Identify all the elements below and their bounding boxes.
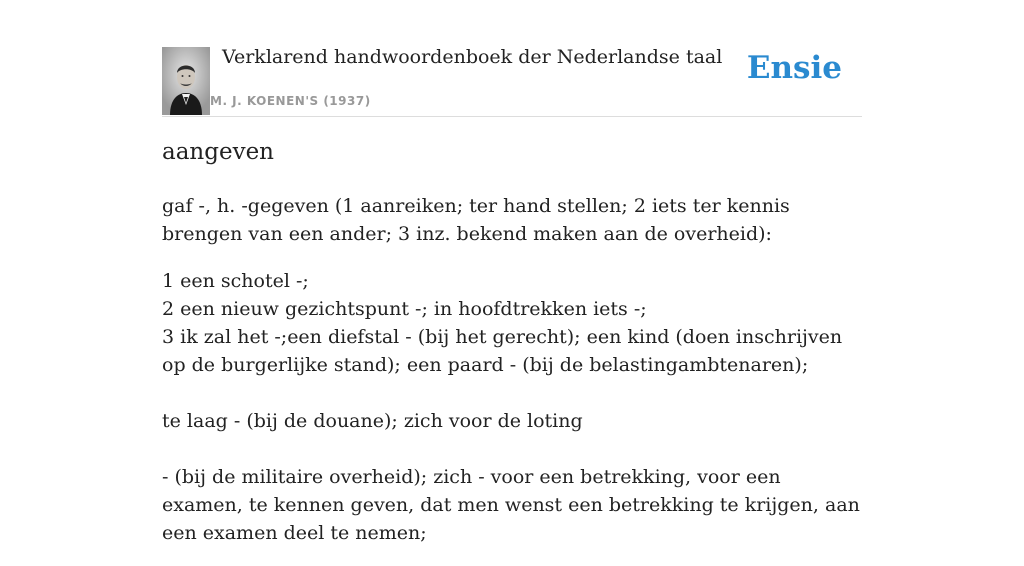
example-line: - (bij de militaire overheid); zich - voor een betrekking, voor een examen, te kennen geven, dat men wenst een betrekking te krijgen, aan een examen deel te nemen; — [162, 466, 860, 544]
example-line: 3 ik zal het -;een diefstal - (bij het gerecht); een kind (doen inschrijven op de burgerlijke stand); een paard - (bij de belastingambtenaren); — [162, 326, 843, 376]
entry-headword: aangeven — [162, 139, 274, 165]
site-header — [162, 0, 862, 117]
blank-line — [162, 435, 862, 463]
entry-body — [162, 192, 862, 566]
entry-examples — [162, 267, 862, 547]
example-line: te laag - (bij de douane); zich voor de loting — [162, 410, 583, 432]
blank-line — [162, 379, 862, 407]
example-line: 2 een nieuw gezichtspunt -; in hoofdtrekken iets -; — [162, 298, 647, 320]
content-container — [162, 0, 862, 544]
example-line: 1 een schotel -; — [162, 270, 309, 292]
entry-definition: gaf -, h. -gegeven (1 aanreiken; ter hand stellen; 2 iets ter kennis brengen van een ander; 3 inz. bekend maken aan de overheid): — [162, 195, 790, 245]
author-portrait-icon — [162, 47, 210, 115]
dictionary-title: Verklarend handwoordenboek der Nederlandse taal — [222, 46, 723, 68]
dictionary-subtitle: M. J. KOENEN'S (1937) — [210, 94, 371, 108]
brand-logo-link[interactable]: Ensie — [746, 50, 842, 86]
